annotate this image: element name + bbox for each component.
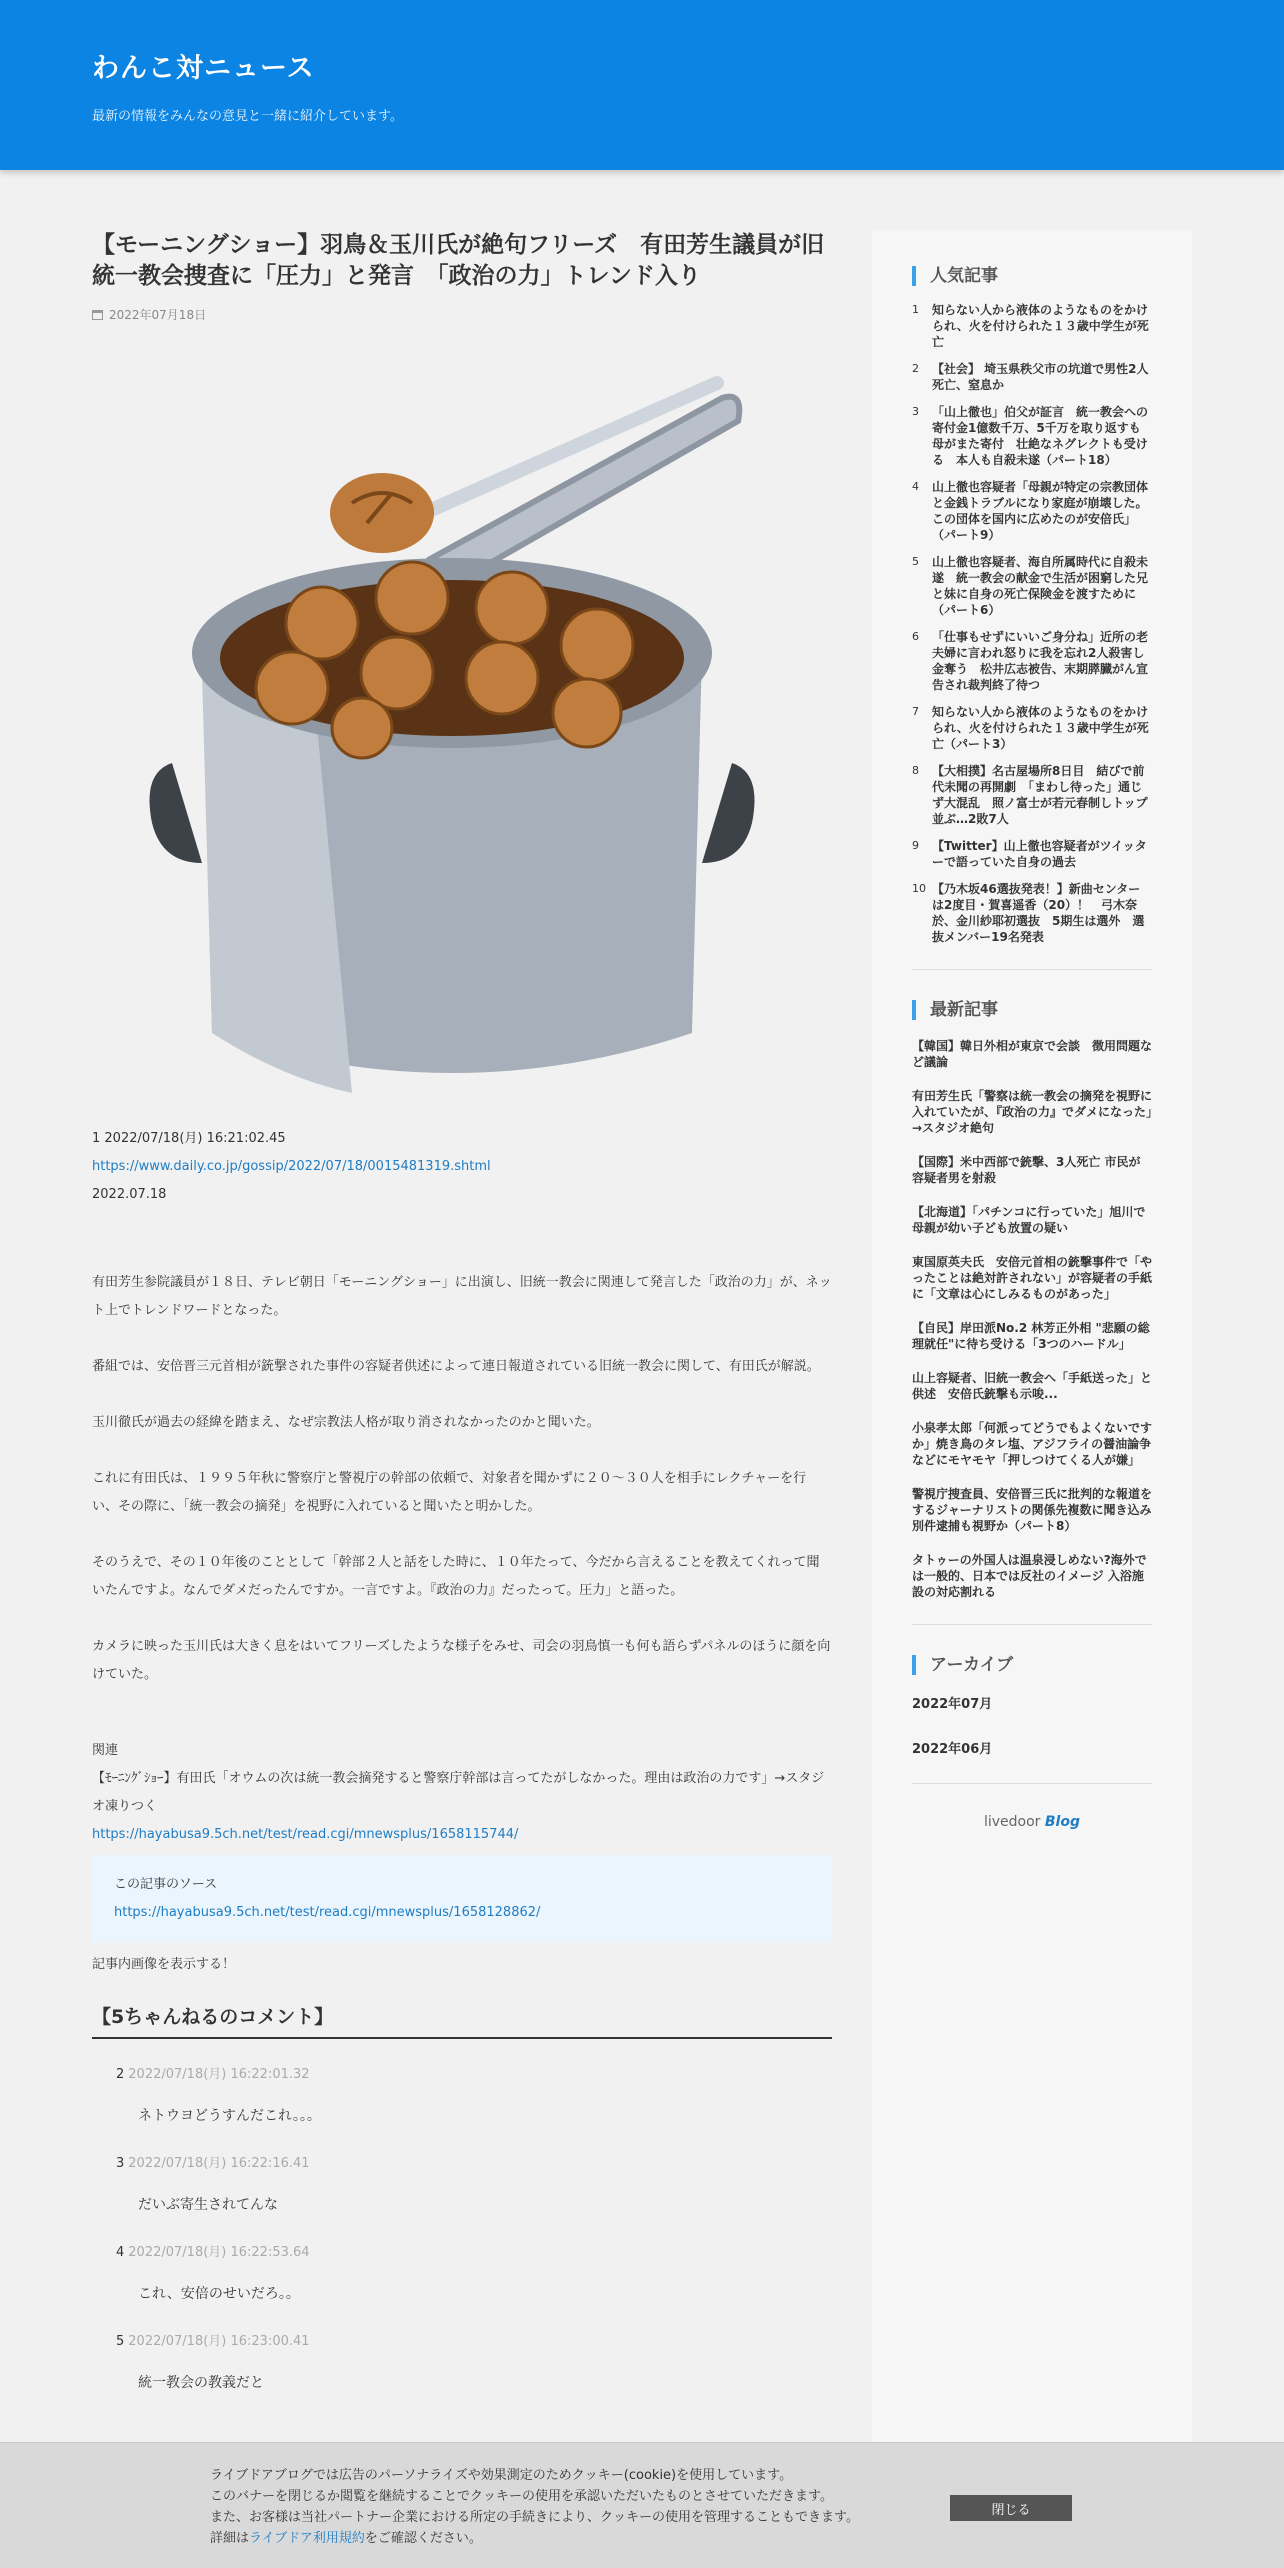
cookie-line: また、お客様は当社パートナー企業における所定の手続きにより、クッキーの使用を管理することもできます。 <box>210 2510 859 2525</box>
cookie-line: ライブドアブログでは広告のパーソナライズや効果測定のためクッキー(cookie)を使用しています。 <box>210 2468 793 2483</box>
article-paragraph: 玉川徹氏が過去の経緯を踏まえ、なぜ宗教法人格が取り消されなかったのかと聞いた。 <box>92 1415 600 1430</box>
popular-item-title: 【社会】 埼玉県秩父市の坑道で男性2人死亡、窒息か <box>932 362 1149 392</box>
popular-heading: 人気記事 <box>912 266 1152 286</box>
recent-item[interactable]: 警視庁捜査員、安倍晋三氏に批判的な報道をするジャーナリストの関係先複数に聞き込み 別件逮捕も視野か（パート8） <box>912 1487 1164 1533</box>
rank-number: 1 <box>912 303 919 316</box>
article-body <box>92 1269 832 1689</box>
popular-item-title: 山上徹也容疑者、海自所属時代に自殺未遂 統一教会の献金で生活が困窮した兄と妹に自身の死亡保険金を渡すために（パート6） <box>932 555 1149 617</box>
popular-item-title: 【大相撲】名古屋場所8日目 結びで前代未聞の再開劇 「まわし待った」通じず大混乱 照ノ富士が若元春制しトップ並ぶ…2敗7人 <box>932 764 1148 826</box>
related-section <box>92 1737 832 1849</box>
comment-header <box>116 2241 832 2260</box>
related-link[interactable]: https://hayabusa9.5ch.net/test/read.cgi/mnewsplus/1658115744/ <box>92 1827 519 1842</box>
site-header <box>0 0 1284 170</box>
recent-list <box>912 1038 1164 1600</box>
popular-item[interactable] <box>912 554 1152 618</box>
tongs-illustration <box>330 383 739 578</box>
recent-item[interactable]: 山上容疑者、旧統一教会へ「手紙送った」と供述 安倍氏銃撃も示唆... <box>912 1371 1153 1401</box>
comment-body: 統一教会の教義だと <box>138 2375 264 2391</box>
popular-item[interactable] <box>912 479 1152 543</box>
source-box <box>92 1855 832 1943</box>
comment <box>92 2063 832 2128</box>
recent-item[interactable]: タトゥーの外国人は温泉浸しめない?海外では一般的、日本では反社のイメージ 入浴施設の対応割れる <box>912 1553 1147 1599</box>
calendar-icon <box>92 310 103 320</box>
rank-number: 3 <box>912 405 919 418</box>
terms-link[interactable]: ライブドア利用規約 <box>249 2531 365 2546</box>
cookie-details-suffix: をご確認ください。 <box>364 2531 482 2546</box>
recent-item[interactable]: 小泉孝太郎「何派ってどうでもよくないですか」焼き鳥のタレ塩、アジフライの醤油論争などにモヤモヤ「押しつけてくる人が嫌」 <box>912 1421 1153 1467</box>
popular-item-title: 知らない人から液体のようなものをかけられ、火を付けられた１３歳中学生が死亡（パート3） <box>932 705 1149 751</box>
source-label: この記事のソース <box>114 1877 218 1892</box>
cookie-text <box>210 2465 930 2549</box>
popular-item[interactable] <box>912 838 1152 870</box>
archive-item[interactable]: 2022年06月 <box>912 1742 993 1757</box>
article-date <box>92 306 832 323</box>
popular-list <box>912 302 1152 945</box>
popular-item-title: 「山上徹也」伯父が証言 統一教会への寄付金1億数千万、5千万を取り返すも母がまた寄付 壮絶なネグレクトも受ける 本人も自殺未遂（パート18） <box>932 405 1149 467</box>
article-image <box>132 373 772 1113</box>
rank-number: 5 <box>912 555 919 568</box>
divider <box>912 969 1152 970</box>
popular-item-title: 知らない人から液体のようなものをかけられ、火を付けられた１３歳中学生が死亡 <box>932 303 1149 349</box>
comment-header <box>116 2152 832 2171</box>
recent-heading: 最新記事 <box>912 1000 1152 1020</box>
comment <box>92 2330 832 2395</box>
rank-number: 8 <box>912 764 919 777</box>
article-paragraph: カメラに映った玉川氏は大きく息をはいてフリーズしたような様子をみせ、司会の羽鳥慎一も何も語らずパネルのほうに顔を向けていた。 <box>92 1639 831 1682</box>
comment-date: 2022/07/18(月) 16:22:53.64 <box>128 2245 310 2260</box>
rank-number: 9 <box>912 839 919 852</box>
article-date-text: 2022年07月18日 <box>109 308 207 322</box>
article-meta <box>92 1125 832 1209</box>
archive-item[interactable]: 2022年07月 <box>912 1697 993 1712</box>
show-images-link[interactable]: 記事内画像を表示する！ <box>92 1957 236 1972</box>
popular-item[interactable] <box>912 881 1152 945</box>
cookie-line: このバナーを閉じるか閲覧を継続することでクッキーの使用を承認いただいたものとさせていただきます。 <box>210 2489 833 2504</box>
comment-body: これ、安倍のせいだろ。。 <box>138 2286 300 2302</box>
rank-number: 4 <box>912 480 919 493</box>
comment <box>92 2152 832 2217</box>
comment-date: 2022/07/18(月) 16:23:00.41 <box>128 2334 310 2349</box>
cookie-banner <box>0 2442 1284 2568</box>
article-paragraph: 有田芳生参院議員が１８日、テレビ朝日「モーニングショー」に出演し、旧統一教会に関連して発言した「政治の力」が、ネット上でトレンドワードとなった。 <box>92 1275 832 1318</box>
meta-post-line: 1 2022/07/18(月) 16:21:02.45 <box>92 1131 286 1146</box>
comment-body: ネトウヨどうすんだこれ。。。 <box>138 2108 321 2124</box>
recent-item[interactable]: 【自民】岸田派No.2 林芳正外相 "悲願の総理就任"に待ち受ける「3つのハードル」 <box>912 1321 1150 1351</box>
popular-item[interactable] <box>912 302 1152 350</box>
livedoor-blog-logo[interactable] <box>912 1814 1152 1830</box>
comments-heading: 【5ちゃんねるのコメント】 <box>92 2002 832 2039</box>
main-content <box>92 230 832 2395</box>
logo-blog-text: Blog <box>1044 1814 1080 1830</box>
article-title: 【モーニングショー】羽鳥＆玉川氏が絶句フリーズ 有田芳生議員が旧統一教会捜査に「圧力」と発言 「政治の力」トレンド入り <box>92 232 825 289</box>
recent-item[interactable]: 【韓国】韓日外相が東京で会談 徴用問題など議論 <box>912 1039 1153 1069</box>
related-text: 【ﾓｰﾆﾝｸﾞｼｮｰ】有田氏「オウムの次は統一教会摘発すると警察庁幹部は言ってたがしなかった。理由は政治の力です」→スタジオ凍りつく <box>92 1771 825 1814</box>
recent-item[interactable]: 有田芳生氏「警察は統一教会の摘発を視野に入れていたが、『政治の力』でダメになった」→スタジオ絶句 <box>912 1089 1153 1135</box>
comment-header <box>116 2330 832 2349</box>
rank-number: 7 <box>912 705 919 718</box>
rank-number: 2 <box>912 362 919 375</box>
popular-item[interactable] <box>912 361 1152 393</box>
source-link[interactable]: https://www.daily.co.jp/gossip/2022/07/18/0015481319.shtml <box>92 1159 491 1174</box>
popular-item-title: 【乃木坂46選抜発表！】新曲センターは2度目・賀喜遥香（20）！ 弓木奈於、金川紗耶初選抜 5期生は選外 選抜メンバー19名発表 <box>932 882 1145 944</box>
popular-item[interactable] <box>912 704 1152 752</box>
recent-item[interactable]: 【北海道】「パチンコに行っていた」旭川で母親が幼い子ども放置の疑い <box>912 1205 1146 1235</box>
logo-text: livedoor <box>983 1814 1041 1830</box>
divider <box>912 1783 1152 1784</box>
archive-heading: アーカイブ <box>912 1655 1152 1675</box>
recent-item[interactable]: 東国原英夫氏 安倍元首相の銃撃事件で「やったことは絶対許されない」が容疑者の手紙に「文章は心にしみるものがあった」 <box>912 1255 1153 1301</box>
meta-date: 2022.07.18 <box>92 1187 167 1202</box>
recent-item[interactable]: 【国際】米中西部で銃撃、3人死亡 市民が容疑者男を射殺 <box>912 1155 1141 1185</box>
related-label: 関連 <box>92 1743 119 1758</box>
comment-number: 5 <box>116 2334 125 2349</box>
popular-item[interactable] <box>912 763 1152 827</box>
comment-number: 2 <box>116 2067 125 2082</box>
site-description: 最新の情報をみんなの意見と一緒に紹介しています。 <box>92 109 403 124</box>
comment-date: 2022/07/18(月) 16:22:01.32 <box>128 2067 310 2082</box>
popular-item[interactable] <box>912 629 1152 693</box>
popular-item[interactable] <box>912 404 1152 468</box>
comment-body: だいぶ寄生されてんな <box>138 2197 278 2213</box>
comment-number: 4 <box>116 2245 125 2260</box>
comment-header <box>116 2063 832 2082</box>
popular-item-title: 「仕事もせずにいいご身分ね」近所の老夫婦に言われ怒りに我を忘れ2人殺害し金奪う 松井広志被告、末期膵臓がん宣告され裁判終了待つ <box>932 630 1149 692</box>
article-paragraph: これに有田氏は、１９９５年秋に警察庁と警視庁の幹部の依頼で、対象者を聞かずに２０〜３０人を相手にレクチャーを行い、その際に、「統一教会の摘発」を視野に入れていると聞いたと明かした。 <box>92 1471 807 1514</box>
source-box-link[interactable]: https://hayabusa9.5ch.net/test/read.cgi/mnewsplus/1658128862/ <box>114 1905 541 1920</box>
comment-number: 3 <box>116 2156 125 2171</box>
article-paragraph: そのうえで、その１０年後のこととして「幹部２人と話をした時に、１０年たって、今だから言えることを教えてくれって聞いたんですよ。なんでダメだったんですか。一言ですよ。『政治の力』だったって。圧力」と語った。 <box>92 1555 820 1598</box>
cookie-details-prefix: 詳細は <box>210 2531 250 2546</box>
rank-number: 10 <box>912 882 926 895</box>
comment-date: 2022/07/18(月) 16:22:16.41 <box>128 2156 310 2171</box>
comment <box>92 2241 832 2306</box>
site-title[interactable]: わんこ対ニュース <box>92 53 315 84</box>
popular-item-title: 山上徹也容疑者「母親が特定の宗教団体と金銭トラブルになり家庭が崩壊した。この団体を国内に広めたのが安倍氏」（パート9） <box>932 480 1149 542</box>
comments-list <box>92 2063 832 2395</box>
rank-number: 6 <box>912 630 919 643</box>
article-paragraph: 番組では、安倍晋三元首相が銃撃された事件の容疑者供述によって連日報道されている旧統一教会に関して、有田氏が解説。 <box>92 1359 820 1374</box>
popular-item-title: 【Twitter】山上徹也容疑者がツイッターで語っていた自身の過去 <box>932 839 1147 869</box>
pot-illustration <box>150 558 755 1093</box>
cookie-close-button[interactable]: 閉じる <box>950 2495 1072 2521</box>
cookie-line <box>210 2528 930 2549</box>
divider <box>912 1624 1152 1625</box>
archive-list <box>912 1693 1152 1757</box>
sidebar <box>872 230 1192 2568</box>
